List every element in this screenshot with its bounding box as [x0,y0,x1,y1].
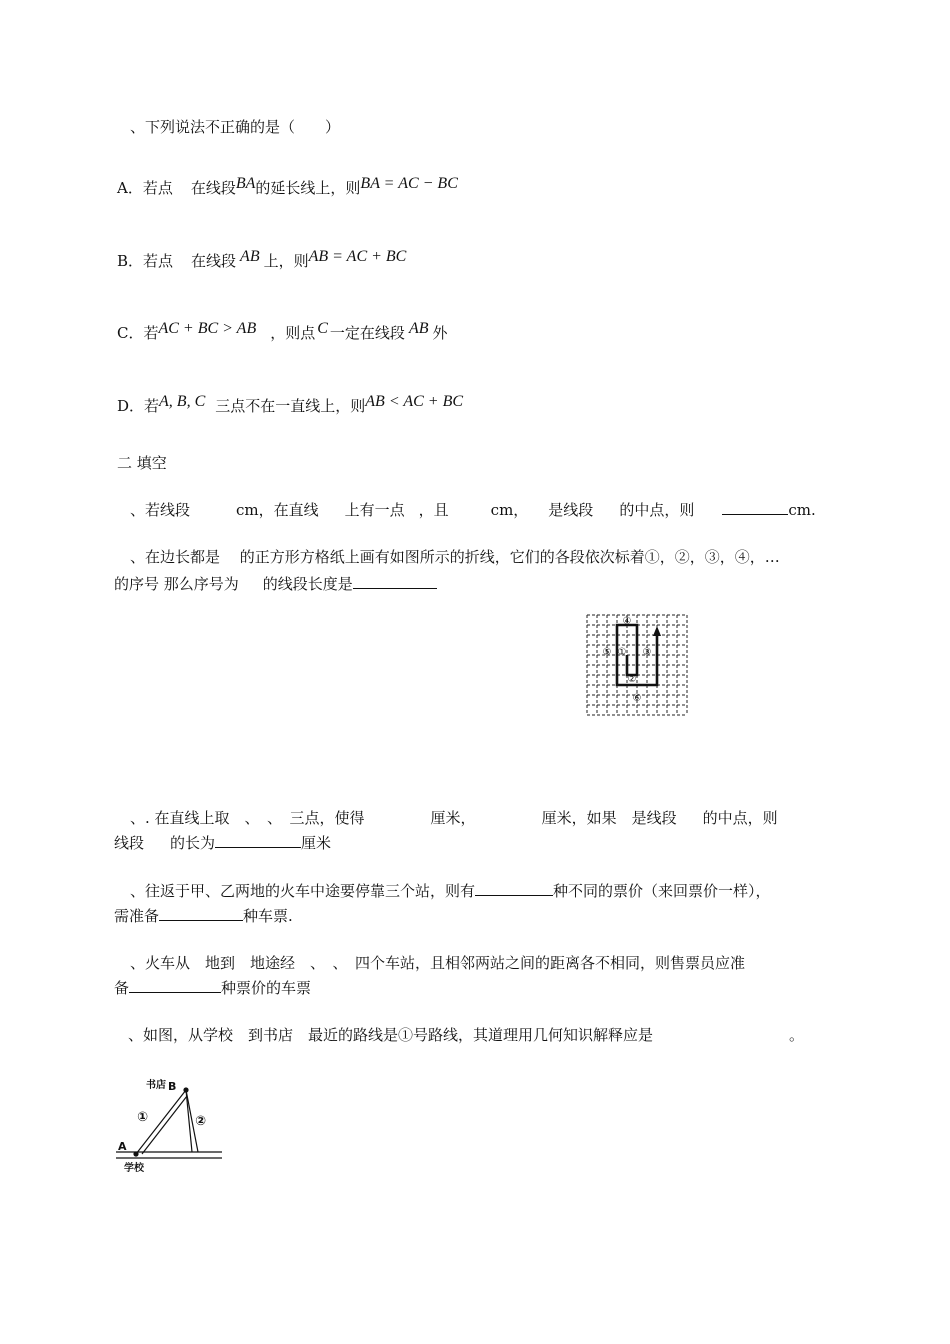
store-label: 书店 [146,1080,166,1091]
option-c-point: C [317,320,328,337]
q4-text-6: 的长为 [170,834,216,852]
q4-text-1: 、. 在直线上取 、 、 三点，使得 [130,809,365,827]
q2-line [130,500,816,520]
grid-label-4: ④ [622,616,632,627]
option-b-label: B．若点 [117,252,174,270]
q1-option-c [117,320,448,344]
option-c-formula: AC + BC > AB [158,320,257,337]
route-2-left [186,1090,192,1152]
q2-answer-blank[interactable] [722,500,788,515]
q2-text-7: 的中点，则 [619,501,695,519]
option-c-segment: AB [408,320,429,337]
q5-text-1: 、往返于甲、乙两地的火车中途要停靠三个站，则有 [130,882,476,900]
arrow-head-icon [653,626,661,636]
option-c-text3: 外 [432,324,448,342]
grid-label-3: ③ [642,647,652,658]
q6-answer-blank[interactable] [129,978,221,993]
option-a-text2: 的延长线上，则 [255,179,361,197]
q4-text-3: 厘米，如果 是线段 [541,809,677,827]
section-title: 二 填空 [117,454,167,472]
q2-text-5: cm， [490,501,529,519]
option-a-math: BA [235,175,256,192]
q5-text-2: 种不同的票价（来回票价一样）， [553,882,771,900]
route-2-label: ② [195,1114,207,1129]
q2-text-2: cm，在直线 [236,501,319,519]
option-c-text: ，则点 [270,324,316,342]
option-b-formula: AB = AC + BC [308,248,407,265]
option-d-formula: AB < AC + BC [365,393,464,410]
q6-line-1: 、火车从 地到 地途经 、 、 四个车站，且相邻两站之间的距离各不相同，则售票员应准 [130,954,746,972]
point-b-label: B [168,1080,177,1093]
option-c-label: C．若 [117,324,159,342]
q3-line-1: 、在边长都是 的正方形方格纸上画有如图所示的折线，它们的各段依次标着①，②，③，④，… [130,548,780,566]
q6-text-3: 种票价的车票 [221,979,312,997]
q5-line-1 [130,881,771,901]
q7-text-1: 、如图，从学校 到书店 最近的路线是①号路线，其道理用几何知识解释应是 [128,1026,654,1044]
q5-text-3: 需准备 [114,907,160,925]
q4-line-2 [114,833,331,853]
q4-answer-blank[interactable] [215,833,301,848]
q6-text-2: 备 [114,979,130,997]
q1-option-a [117,175,458,199]
q7-line [128,1025,804,1045]
q5-answer-blank-2[interactable] [159,906,243,921]
q3-text-b: 的线段长度是 [262,575,353,593]
option-d-label: D．若 [117,397,160,415]
point-b-marker [183,1087,188,1092]
q4-line-1 [130,808,778,828]
q3-line-2 [114,574,437,594]
grid-label-5: ⑤ [602,647,612,658]
q1-option-b [117,248,407,272]
point-a-marker [133,1151,138,1156]
route-1-inner [142,1096,187,1154]
grid-label-2: ② [627,674,637,685]
q5-line-2 [114,906,293,926]
option-d-text: 三点不在一直线上，则 [215,397,366,415]
school-label: 学校 [124,1163,144,1174]
option-d-points: A, B, C [159,393,206,410]
q1-option-d [117,393,464,417]
q2-text-3: 上有一点 [344,501,405,519]
route-figure [112,1074,227,1178]
q4-text-7: 厘米 [301,834,332,852]
route-1-label: ① [137,1110,149,1125]
grid-label-1: ① [617,647,627,658]
option-a-text: 在线段 [190,179,236,197]
q2-text-6: 是线段 [548,501,594,519]
q6-line-2 [114,978,311,998]
q1-stem: 、下列说法不正确的是（ ） [130,118,341,136]
q4-text-2: 厘米， [430,809,476,827]
q2-text-1: 、若线段 [130,501,191,519]
q7-text-2: 。 [789,1026,805,1044]
q3-text-a: 的序号 那么序号为 [114,575,239,593]
q5-text-4: 种车票. [243,907,293,925]
q2-text-4: ，且 [418,501,449,519]
option-a-formula: BA = AC − BC [360,175,458,192]
option-a-label: A．若点 [117,179,173,197]
q5-answer-blank-1[interactable] [475,881,553,896]
q4-text-5: 线段 [114,834,145,852]
option-c-text2: 一定在线段 [329,324,405,342]
grid-polyline-figure [580,608,692,720]
q3-answer-blank[interactable] [353,574,437,589]
grid-label-6: ⑥ [632,693,642,704]
q4-text-4: 的中点，则 [702,809,778,827]
option-b-math: AB [240,248,260,265]
option-b-text: 在线段 [191,252,237,270]
q2-text-8: cm. [788,501,816,519]
option-b-text2: 上，则 [263,252,309,270]
point-a-label: A [118,1140,127,1153]
